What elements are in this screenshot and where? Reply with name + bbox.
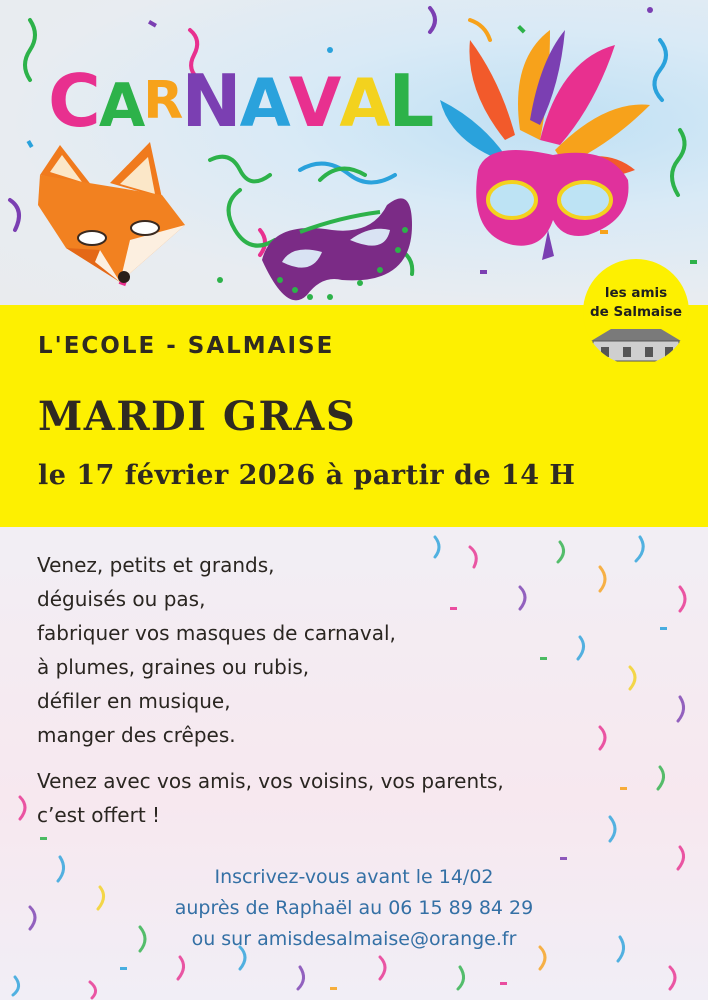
- contact-line-deadline: Inscrivez-vous avant le 14/02: [214, 866, 494, 888]
- contact-info: [0, 862, 708, 955]
- purple-mask-icon: [262, 198, 412, 300]
- building-icon: [583, 323, 689, 365]
- hero-illustration: [0, 0, 708, 305]
- title: [48, 59, 432, 143]
- title-letter-5: A: [239, 65, 289, 142]
- title-letter-6: V: [288, 64, 340, 143]
- invitation-line: fabriquer vos masques de carnaval,: [37, 621, 396, 645]
- contact-line-email[interactable]: ou sur amisdesalmaise@orange.fr: [191, 928, 517, 950]
- spacer: [37, 752, 657, 764]
- title-letter-2: A: [98, 71, 144, 141]
- badge-text: [583, 284, 689, 322]
- confetti-top: [0, 0, 708, 305]
- title-letter-7: A: [339, 65, 389, 142]
- title-letter-3: R: [143, 71, 182, 131]
- invitation-text: [37, 548, 657, 832]
- contact-line-phone[interactable]: auprès de Raphaël au 06 15 89 84 29: [174, 897, 534, 919]
- feather-mask-icon: [440, 30, 650, 260]
- invitation-line: défiler en musique,: [37, 689, 231, 713]
- title-letter-8: L: [388, 59, 433, 143]
- invitation-line: déguisés ou pas,: [37, 587, 206, 611]
- invitation-line: à plumes, graines ou rubis,: [37, 655, 310, 679]
- invitation-extra-line: Venez avec vos amis, vos voisins, vos parents,: [37, 769, 504, 793]
- location-label: L'ECOLE - SALMAISE: [38, 333, 335, 359]
- invitation-line: manger des crêpes.: [37, 723, 236, 747]
- event-date: le 17 février 2026 à partir de 14 H: [38, 460, 576, 491]
- invitation-extra-line: c’est offert !: [37, 803, 161, 827]
- invitation-line: Venez, petits et grands,: [37, 553, 275, 577]
- organizer-badge: [583, 259, 689, 365]
- badge-line-2: de Salmaise: [590, 304, 682, 320]
- title-letter-4: N: [181, 59, 240, 143]
- fox-mask-icon: [38, 142, 185, 283]
- event-title: MARDI GRAS: [38, 393, 357, 440]
- title-letter-1: C: [48, 59, 99, 143]
- badge-line-1: les amis: [604, 285, 668, 301]
